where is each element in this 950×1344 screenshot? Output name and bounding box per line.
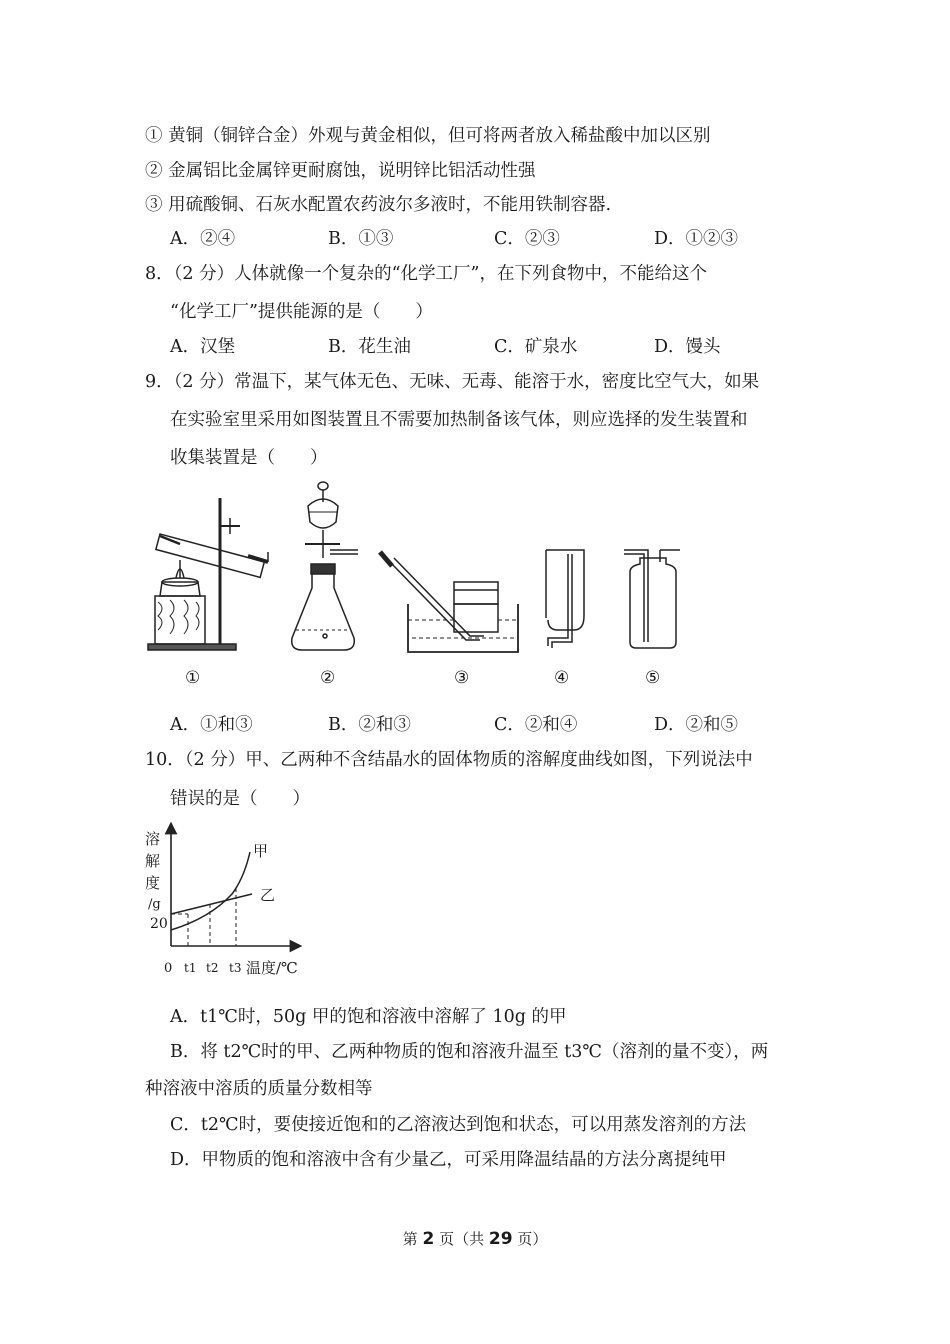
- footer-prefix: 第: [402, 1230, 418, 1248]
- q8-option-d: D．馒头: [654, 337, 721, 357]
- x-tick-t2: t2: [206, 961, 219, 975]
- x-tick-t3: t3: [229, 961, 242, 975]
- q10-option-d: D．甲物质的饱和溶液中含有少量乙，可采用降温结晶的方法分离提纯甲: [170, 1150, 727, 1170]
- q9-option-d: D．②和⑤: [654, 715, 739, 735]
- page-footer: [0, 1228, 950, 1249]
- apparatus-figure: [140, 478, 720, 658]
- apparatus-label-4: ④: [554, 668, 570, 688]
- q9-stem-line1: 9．（2 分）常温下，某气体无色、无味、无毒、能溶于水，密度比空气大，如果: [145, 372, 760, 392]
- q9-option-c: C．②和④: [494, 715, 578, 735]
- q10-option-a: A．t1℃时，50g 甲的饱和溶液中溶解了 10g 的甲: [170, 1007, 567, 1027]
- footer-page-number: 2: [422, 1229, 435, 1249]
- q7-option-b: B．①③: [328, 229, 394, 249]
- apparatus-2-flask: [292, 482, 358, 650]
- q7-statement-2: ② 金属铝比金属锌更耐腐蚀，说明锌比铝活动性强: [145, 161, 536, 181]
- q7-statement-3: ③ 用硫酸铜、石灰水配置农药波尔多液时，不能用铁制容器.: [145, 195, 612, 215]
- q10-option-b-line2: 种溶液中溶质的质量分数相等: [145, 1079, 373, 1099]
- ylabel-char-4: /g: [148, 897, 161, 912]
- series-label-jia: 甲: [253, 842, 269, 860]
- apparatus-label-5: ⑤: [645, 668, 661, 688]
- q8-option-a: A．汉堡: [170, 337, 236, 357]
- footer-middle: 页（共: [439, 1230, 485, 1248]
- y-tick-20: 20: [150, 916, 168, 932]
- q7-option-d: D．①②③: [654, 229, 739, 249]
- ylabel-char-2: 解: [145, 852, 161, 870]
- x-axis-label: 温度/℃: [246, 959, 298, 977]
- q8-option-c: C．矿泉水: [494, 337, 578, 357]
- series-label-yi: 乙: [260, 886, 276, 904]
- q7-statement-1: ① 黄铜（铜锌合金）外观与黄金相似，但可将两者放入稀盐酸中加以区别: [145, 126, 711, 146]
- apparatus-3-water-trough: [380, 552, 518, 652]
- q8-stem-line1: 8．（2 分）人体就像一个复杂的“化学工厂”，在下列食物中，不能给这个: [145, 264, 707, 284]
- q8-option-b: B．花生油: [328, 337, 411, 357]
- apparatus-1-heating: [148, 498, 268, 650]
- q9-option-b: B．②和③: [328, 715, 411, 735]
- ylabel-char-3: 度: [145, 874, 161, 892]
- apparatus-5-gas-bottle: [624, 550, 680, 648]
- apparatus-4-gas-bottle: [546, 550, 584, 648]
- q9-stem-line2: 在实验室里采用如图装置且不需要加热制备该气体，则应选择的发生装置和: [170, 410, 748, 430]
- q10-option-b-line1: B．将 t2℃时的甲、乙两种物质的饱和溶液升温至 t3℃（溶剂的量不变），两: [170, 1042, 769, 1062]
- q10-stem-line1: 10．（2 分）甲、乙两种不含结晶水的固体物质的溶解度曲线如图，下列说法中: [145, 750, 753, 770]
- apparatus-label-1: ①: [185, 668, 201, 688]
- ylabel-char-1: 溶: [145, 830, 161, 848]
- apparatus-label-3: ③: [454, 668, 470, 688]
- footer-total-pages: 29: [488, 1229, 513, 1249]
- footer-suffix: 页）: [517, 1230, 548, 1248]
- q10-option-c: C．t2℃时，要使接近饱和的乙溶液达到饱和状态，可以用蒸发溶剂的方法: [170, 1115, 747, 1135]
- q7-option-c: C．②③: [494, 229, 560, 249]
- q7-option-a: A．②④: [170, 229, 236, 249]
- solubility-chart: [140, 822, 320, 982]
- x-tick-t1: t1: [184, 961, 197, 975]
- q10-stem-line2: 错误的是（ ）: [170, 789, 310, 809]
- q9-option-a: A．①和③: [170, 715, 253, 735]
- apparatus-label-2: ②: [320, 668, 336, 688]
- origin-label: 0: [164, 961, 173, 976]
- q8-stem-line2: “化学工厂”提供能源的是（ ）: [170, 302, 433, 322]
- q9-stem-line3: 收集装置是（ ）: [170, 448, 328, 468]
